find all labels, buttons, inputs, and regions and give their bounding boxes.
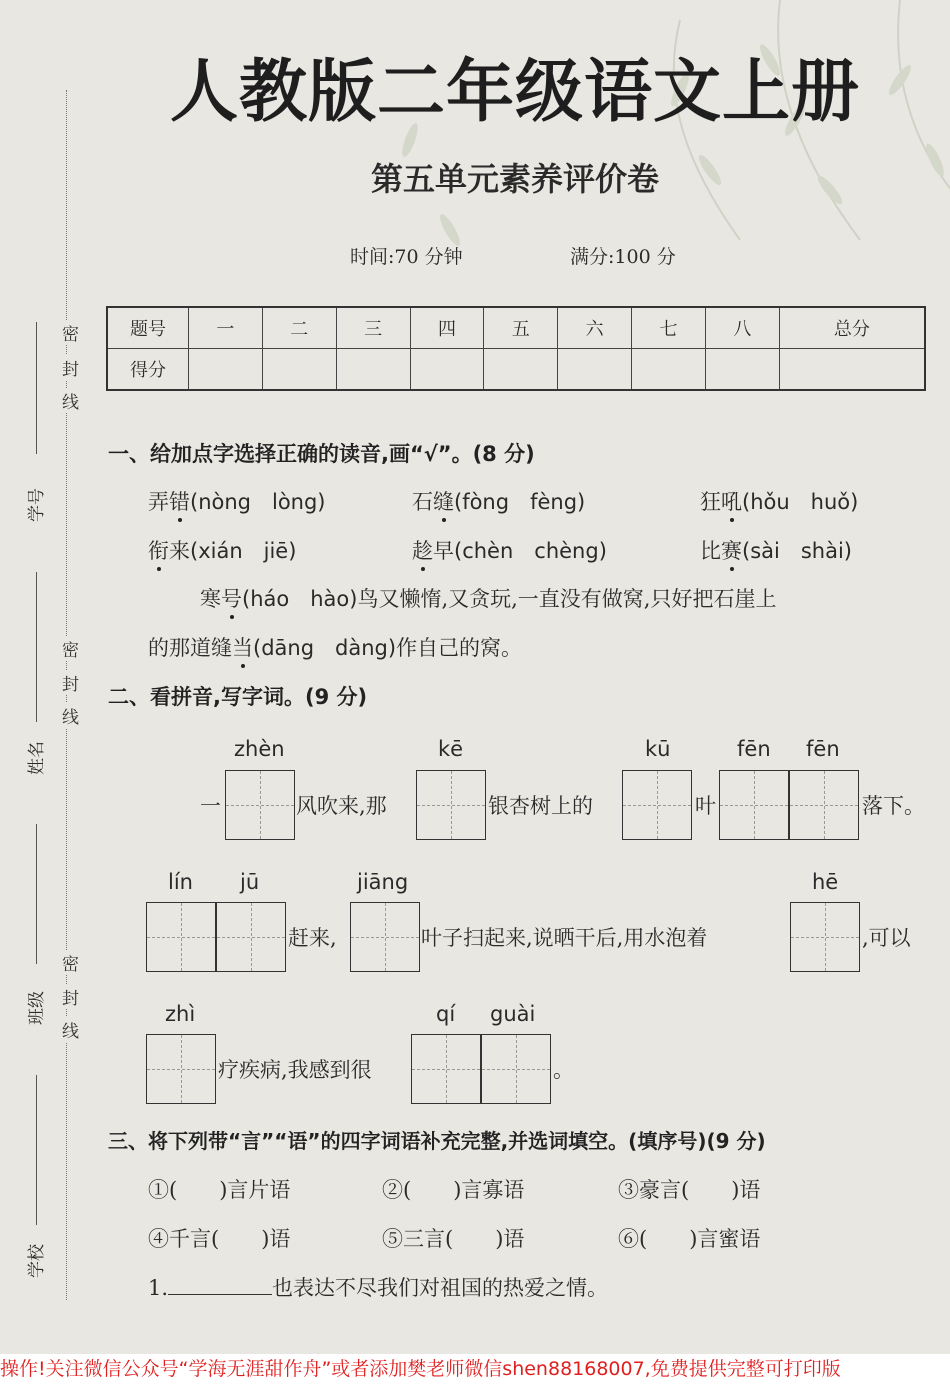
sec2-text: 风吹来,那	[296, 794, 387, 818]
tianzige-box[interactable]	[719, 770, 789, 840]
score-header-cell: 四	[410, 307, 484, 349]
score-header-cell: 六	[558, 307, 632, 349]
binding-mi: 密	[62, 950, 79, 975]
binding-dotted-line	[66, 90, 67, 1300]
idiom-item: ②( )言寡语	[382, 1178, 525, 1202]
score-header-cell: 七	[632, 307, 706, 349]
sec2-text: ,可以	[862, 926, 911, 950]
sec1-item: 趁早(chèn chèng)	[412, 539, 607, 563]
pinyin-label: fēn	[737, 737, 771, 761]
score-input-cell[interactable]	[262, 349, 336, 391]
score-input-cell[interactable]	[632, 349, 706, 391]
question-text: 也表达不尽我们对祖国的热爱之情。	[272, 1276, 609, 1300]
sec2-text: 赶来,	[288, 926, 337, 950]
sec1-item: 狂吼(hǒu huǒ)	[700, 490, 859, 514]
sec2-text: 疗疾病,我感到很	[218, 1058, 372, 1082]
score-header-cell: 三	[336, 307, 410, 349]
pinyin-label: qí	[436, 1002, 456, 1026]
exam-time: 时间:70 分钟	[350, 246, 463, 268]
tianzige-box[interactable]	[416, 770, 486, 840]
tianzige-box[interactable]	[216, 902, 286, 972]
score-input-cell[interactable]	[484, 349, 558, 391]
score-table	[106, 306, 926, 391]
pinyin-label: jiāng	[357, 870, 409, 894]
sec2-text: 一	[200, 794, 221, 818]
section-2-heading: 二、看拼音,写字词。(9 分)	[108, 685, 368, 709]
class-line[interactable]	[36, 824, 37, 964]
sec1-item: 石缝(fòng fèng)	[412, 490, 586, 514]
sec1-line1	[148, 486, 326, 516]
pinyin-label: zhèn	[234, 737, 285, 761]
binding-xian: 线	[62, 1017, 79, 1042]
sec1-item: 衔来(xián jiē)	[148, 539, 297, 563]
tianzige-box[interactable]	[225, 770, 295, 840]
score-header-cell: 总分	[779, 307, 925, 349]
binding-mi: 密	[62, 636, 79, 661]
idiom-item: ④千言( )语	[148, 1227, 291, 1251]
score-input-cell[interactable]	[410, 349, 484, 391]
section-3-heading: 三、将下列带“言”“语”的四字词语补充完整,并选词填空。(填序号)(9 分)	[108, 1129, 766, 1153]
question-number: 1.	[148, 1276, 169, 1300]
sec1-passage-line2: 的那道缝当(dāng dàng)作自己的窝。	[148, 636, 523, 660]
pinyin-label: lín	[168, 870, 193, 894]
binding-mi: 密	[62, 320, 79, 345]
pinyin-label: kē	[438, 737, 464, 761]
score-input-cell[interactable]	[336, 349, 410, 391]
tianzige-box[interactable]	[350, 902, 420, 972]
sec2-text: 。	[553, 1058, 574, 1082]
sec2-text: 银杏树上的	[488, 794, 593, 818]
score-header-cell: 八	[705, 307, 779, 349]
binding-feng: 封	[62, 670, 79, 695]
binding-xian: 线	[62, 388, 79, 413]
pinyin-label: kū	[645, 737, 671, 761]
student-id-line[interactable]	[36, 322, 37, 454]
footer-banner: 操作!关注微信公众号“学海无涯甜作舟”或者添加樊老师微信shen88168007,免费提供完整可打印版	[0, 1354, 950, 1384]
binding-feng: 封	[62, 984, 79, 1009]
score-header-cell: 一	[189, 307, 263, 349]
page-subtitle: 第五单元素养评价卷	[370, 160, 659, 198]
pinyin-label: zhì	[165, 1002, 196, 1026]
binding-feng: 封	[62, 355, 79, 380]
score-header-cell: 五	[484, 307, 558, 349]
tianzige-box[interactable]	[789, 770, 859, 840]
score-table-header-row	[107, 307, 925, 349]
page-title: 人教版二年级语文上册	[169, 53, 860, 132]
sec2-text: 叶子扫起来,说晒干后,用水泡着	[421, 926, 708, 950]
class-label: 班级	[27, 991, 47, 1025]
score-header-cell: 二	[262, 307, 336, 349]
school-label: 学校	[27, 1244, 47, 1278]
pinyin-label: hē	[812, 870, 839, 894]
score-input-cell[interactable]	[189, 349, 263, 391]
idiom-item: ⑥( )言蜜语	[618, 1227, 761, 1251]
score-input-cell[interactable]	[705, 349, 779, 391]
fill-question-1	[148, 1272, 608, 1302]
idiom-item: ①( )言片语	[148, 1178, 291, 1202]
tianzige-box[interactable]	[622, 770, 692, 840]
tianzige-box[interactable]	[411, 1034, 481, 1104]
name-label: 姓名	[27, 741, 47, 775]
tianzige-box[interactable]	[790, 902, 860, 972]
score-input-cell[interactable]	[779, 349, 925, 391]
score-input-cell[interactable]	[558, 349, 632, 391]
sec2-text: 落下。	[862, 794, 925, 818]
sec1-passage-line1: 寒号(háo hào)鸟又懒惰,又贪玩,一直没有做窝,只好把石崖上	[200, 587, 777, 611]
student-id-label: 学号	[27, 488, 47, 522]
tianzige-box[interactable]	[146, 1034, 216, 1104]
section-1-heading: 一、给加点字选择正确的读音,画“√”。(8 分)	[108, 442, 535, 466]
score-table-score-row	[107, 349, 925, 391]
idiom-item: ③豪言( )语	[618, 1178, 761, 1202]
score-header-cell: 题号	[107, 307, 189, 349]
sec1-item: 比赛(sài shài)	[700, 539, 852, 563]
sec1-item: 弄错(nòng lòng)	[148, 490, 326, 514]
idiom-item: ⑤三言( )语	[382, 1227, 525, 1251]
pinyin-label: fēn	[806, 737, 840, 761]
pinyin-label: jū	[240, 870, 260, 894]
tianzige-box[interactable]	[481, 1034, 551, 1104]
binding-xian: 线	[62, 703, 79, 728]
school-line[interactable]	[36, 1075, 37, 1225]
score-row-label: 得分	[107, 349, 189, 391]
full-score: 满分:100 分	[570, 246, 676, 268]
tianzige-box[interactable]	[146, 902, 216, 972]
name-line[interactable]	[36, 572, 37, 722]
pinyin-label: guài	[490, 1002, 536, 1026]
answer-blank[interactable]	[168, 1276, 272, 1295]
sec2-text: 叶	[695, 794, 716, 818]
